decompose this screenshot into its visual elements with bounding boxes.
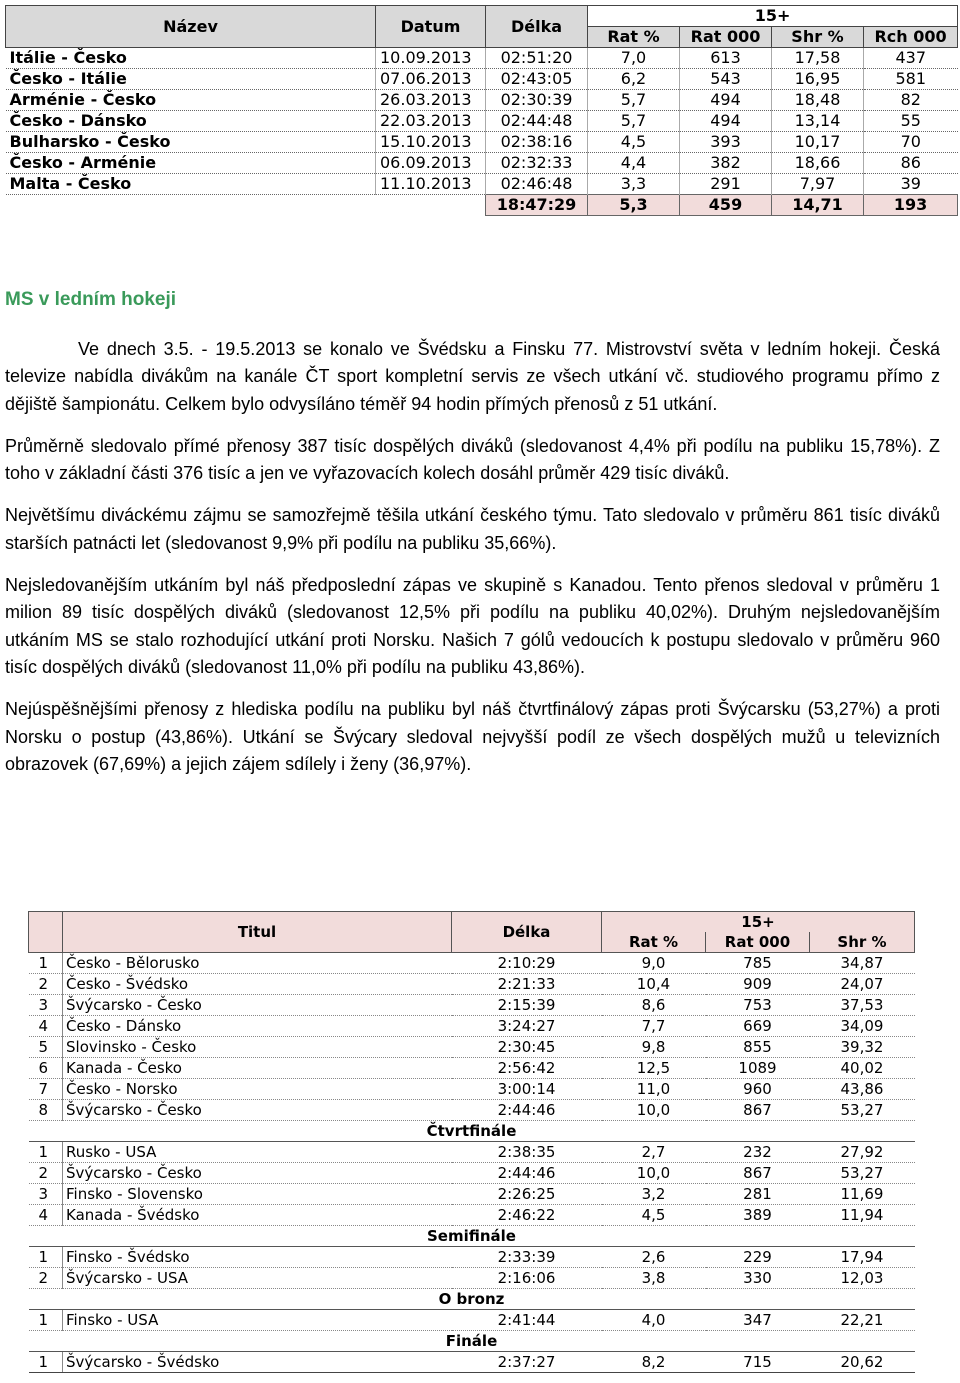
match-length: 02:32:33 xyxy=(486,153,588,174)
rat-pct-value: 2,6 xyxy=(602,1247,706,1268)
match-length: 2:21:33 xyxy=(452,974,602,995)
rat-pct-value: 9,8 xyxy=(602,1037,706,1058)
summary-rat-000: 459 xyxy=(680,195,772,216)
rat-pct-value: 3,3 xyxy=(588,174,680,195)
header-group-15plus: 15+ xyxy=(602,912,915,933)
rat-000-value: 330 xyxy=(706,1268,810,1289)
match-date: 06.09.2013 xyxy=(376,153,486,174)
section-label: Semifinále xyxy=(29,1226,915,1247)
match-title: Česko - Dánsko xyxy=(63,1016,452,1037)
match-length: 02:30:39 xyxy=(486,90,588,111)
header-title: Titul xyxy=(63,912,452,953)
article-paragraph: Největšímu diváckému zájmu se samozřejmě těšila utkání českého týmu. Tato sledovalo v průměru 861 tisíc diváků starších patnácti let (sledovanost 9,9% při podílu na publiku 35,66%). xyxy=(5,505,940,553)
row-index: 7 xyxy=(29,1079,63,1100)
shr-pct-value: 17,94 xyxy=(810,1247,915,1268)
rat-000-value: 543 xyxy=(680,69,772,90)
table-row xyxy=(29,953,915,974)
match-length: 2:56:42 xyxy=(452,1058,602,1079)
row-index: 1 xyxy=(29,1142,63,1163)
rch-000-value: 70 xyxy=(864,132,958,153)
article-paragraph: Nejsledovanějším utkáním byl náš předposlední zápas ve skupině s Kanadou. Tento přenos sledoval v průměru 1 milion 89 tisíc dospělých diváků (sledovanost 12,5% při podílu na publiku 40,02%). Druhým nejsledovanějším utkáním MS se stalo rozhodující utkání proti Norsku. Našich 7 gólů vedoucích k postupu sledovalo v průměru 960 tisíc dospělých diváků (sledovanost 11,0% při podílu na publiku 43,86%). xyxy=(5,575,940,677)
summary-rat-pct: 5,3 xyxy=(588,195,680,216)
header-name: Název xyxy=(6,6,376,48)
header-rat-pct: Rat % xyxy=(602,932,706,953)
match-title: Slovinsko - Česko xyxy=(63,1037,452,1058)
match-title: Švýcarsko - Švédsko xyxy=(63,1352,452,1373)
table-row xyxy=(29,1079,915,1100)
match-name: Česko - Arménie xyxy=(6,153,376,174)
shr-pct-value: 13,14 xyxy=(772,111,864,132)
match-name: Česko - Itálie xyxy=(6,69,376,90)
section-label: Čtvrtfinále xyxy=(29,1121,915,1142)
qualification-ratings-table xyxy=(5,5,958,216)
row-index: 2 xyxy=(29,1163,63,1184)
rat-000-value: 291 xyxy=(680,174,772,195)
table-row xyxy=(29,974,915,995)
rat-000-value: 494 xyxy=(680,90,772,111)
rat-000-value: 753 xyxy=(706,995,810,1016)
header-date: Datum xyxy=(376,6,486,48)
match-title: Finsko - USA xyxy=(63,1310,452,1331)
rat-000-value: 393 xyxy=(680,132,772,153)
row-index: 8 xyxy=(29,1100,63,1121)
section-row xyxy=(29,1121,915,1142)
rch-000-value: 82 xyxy=(864,90,958,111)
section-heading: MS v ledním hokeji xyxy=(5,289,177,310)
article-body xyxy=(5,336,940,793)
match-date: 22.03.2013 xyxy=(376,111,486,132)
shr-pct-value: 37,53 xyxy=(810,995,915,1016)
shr-pct-value: 24,07 xyxy=(810,974,915,995)
rch-000-value: 437 xyxy=(864,48,958,69)
match-length: 2:38:35 xyxy=(452,1142,602,1163)
match-length: 02:43:05 xyxy=(486,69,588,90)
match-title: Švýcarsko - USA xyxy=(63,1268,452,1289)
rat-pct-value: 7,7 xyxy=(602,1016,706,1037)
match-length: 2:15:39 xyxy=(452,995,602,1016)
match-length: 2:41:44 xyxy=(452,1310,602,1331)
summary-spacer xyxy=(6,195,486,216)
rat-000-value: 867 xyxy=(706,1100,810,1121)
article-paragraph: Nejúspěšnějšími přenosy z hlediska podílu na publiku byl náš čtvrtfinálový zápas proti Švýcarsku (53,27%) a proti Norsku o postup (43,86%). Utkání se Švýcary sledoval nejvyšší podíl ze všech dospělých mužů u televizních obrazovek (67,69%) a jejich zájem sdílely i ženy (36,97%). xyxy=(5,699,940,774)
row-index: 1 xyxy=(29,1247,63,1268)
header-rch-000: Rch 000 xyxy=(864,27,958,48)
table-row xyxy=(6,174,958,195)
rat-pct-value: 8,6 xyxy=(602,995,706,1016)
shr-pct-value: 18,48 xyxy=(772,90,864,111)
rat-pct-value: 7,0 xyxy=(588,48,680,69)
shr-pct-value: 11,94 xyxy=(810,1205,915,1226)
match-length: 2:46:22 xyxy=(452,1205,602,1226)
rat-pct-value: 11,0 xyxy=(602,1079,706,1100)
match-title: Finsko - Slovensko xyxy=(63,1184,452,1205)
rat-pct-value: 3,2 xyxy=(602,1184,706,1205)
match-title: Česko - Bělorusko xyxy=(63,953,452,974)
rat-pct-value: 12,5 xyxy=(602,1058,706,1079)
shr-pct-value: 11,69 xyxy=(810,1184,915,1205)
match-date: 15.10.2013 xyxy=(376,132,486,153)
row-index: 6 xyxy=(29,1058,63,1079)
header-rat-000: Rat 000 xyxy=(706,932,810,953)
match-length: 02:51:20 xyxy=(486,48,588,69)
match-title: Švýcarsko - Česko xyxy=(63,1100,452,1121)
shr-pct-value: 20,62 xyxy=(810,1352,915,1373)
rch-000-value: 86 xyxy=(864,153,958,174)
table-row xyxy=(29,1184,915,1205)
rat-000-value: 669 xyxy=(706,1016,810,1037)
rat-000-value: 382 xyxy=(680,153,772,174)
table-row xyxy=(29,1268,915,1289)
rat-000-value: 229 xyxy=(706,1247,810,1268)
match-length: 02:44:48 xyxy=(486,111,588,132)
rat-pct-value: 4,5 xyxy=(602,1205,706,1226)
row-index: 2 xyxy=(29,974,63,995)
row-index: 4 xyxy=(29,1205,63,1226)
summary-length: 18:47:29 xyxy=(486,195,588,216)
match-name: Bulharsko - Česko xyxy=(6,132,376,153)
match-date: 26.03.2013 xyxy=(376,90,486,111)
match-title: Švýcarsko - Česko xyxy=(63,995,452,1016)
match-length: 3:00:14 xyxy=(452,1079,602,1100)
row-index: 2 xyxy=(29,1268,63,1289)
shr-pct-value: 10,17 xyxy=(772,132,864,153)
table-row xyxy=(29,1247,915,1268)
rat-pct-value: 4,5 xyxy=(588,132,680,153)
shr-pct-value: 53,27 xyxy=(810,1163,915,1184)
summary-rch-000: 193 xyxy=(864,195,958,216)
row-index: 1 xyxy=(29,1310,63,1331)
match-length: 2:44:46 xyxy=(452,1163,602,1184)
summary-shr-pct: 14,71 xyxy=(772,195,864,216)
table-row xyxy=(6,90,958,111)
table-row xyxy=(29,1163,915,1184)
match-name: Arménie - Česko xyxy=(6,90,376,111)
rat-000-value: 281 xyxy=(706,1184,810,1205)
shr-pct-value: 27,92 xyxy=(810,1142,915,1163)
shr-pct-value: 12,03 xyxy=(810,1268,915,1289)
match-title: Česko - Norsko xyxy=(63,1079,452,1100)
match-date: 07.06.2013 xyxy=(376,69,486,90)
match-title: Švýcarsko - Česko xyxy=(63,1163,452,1184)
shr-pct-value: 34,09 xyxy=(810,1016,915,1037)
match-length: 02:46:48 xyxy=(486,174,588,195)
shr-pct-value: 22,21 xyxy=(810,1310,915,1331)
match-length: 2:37:27 xyxy=(452,1352,602,1373)
rch-000-value: 55 xyxy=(864,111,958,132)
section-label: Finále xyxy=(29,1331,915,1352)
row-index: 3 xyxy=(29,1184,63,1205)
table-row xyxy=(6,132,958,153)
match-name: Malta - Česko xyxy=(6,174,376,195)
table-row xyxy=(6,111,958,132)
match-title: Kanada - Švédsko xyxy=(63,1205,452,1226)
match-length: 2:44:46 xyxy=(452,1100,602,1121)
match-length: 2:30:45 xyxy=(452,1037,602,1058)
section-row xyxy=(29,1289,915,1310)
shr-pct-value: 43,86 xyxy=(810,1079,915,1100)
shr-pct-value: 18,66 xyxy=(772,153,864,174)
shr-pct-value: 34,87 xyxy=(810,953,915,974)
rat-000-value: 867 xyxy=(706,1163,810,1184)
row-index: 1 xyxy=(29,1352,63,1373)
table-row xyxy=(6,48,958,69)
header-length: Délka xyxy=(452,912,602,953)
summary-row xyxy=(6,195,958,216)
header-shr-pct: Shr % xyxy=(810,932,915,953)
shr-pct-value: 53,27 xyxy=(810,1100,915,1121)
match-title: Finsko - Švédsko xyxy=(63,1247,452,1268)
championship-ratings-table xyxy=(28,911,915,1373)
rat-pct-value: 5,7 xyxy=(588,111,680,132)
match-date: 11.10.2013 xyxy=(376,174,486,195)
rat-pct-value: 2,7 xyxy=(602,1142,706,1163)
rat-000-value: 232 xyxy=(706,1142,810,1163)
rat-000-value: 347 xyxy=(706,1310,810,1331)
rat-pct-value: 10,0 xyxy=(602,1163,706,1184)
table-row xyxy=(29,1037,915,1058)
article-paragraph: Ve dnech 3.5. - 19.5.2013 se konalo ve Švédsku a Finsku 77. Mistrovství světa v ledním hokeji. Česká televize nabídla divákům na kanále ČT sport kompletní servis ze všech utkání vč. studiového programu přímo z dějiště šampionátu. Celkem bylo odvysíláno téměř 94 hodin přímých přenosů z 51 utkání. xyxy=(5,339,940,414)
rat-pct-value: 3,8 xyxy=(602,1268,706,1289)
match-length: 2:16:06 xyxy=(452,1268,602,1289)
header-group-15plus: 15+ xyxy=(588,6,958,27)
rat-pct-value: 10,4 xyxy=(602,974,706,995)
rat-000-value: 1089 xyxy=(706,1058,810,1079)
header-rat-pct: Rat % xyxy=(588,27,680,48)
table-row xyxy=(6,153,958,174)
article-paragraph: Průměrně sledovalo přímé přenosy 387 tisíc dospělých diváků (sledovanost 4,4% při podílu na publiku 15,78%). Z toho v základní části 376 tisíc a jen ve vyřazovacích kolech dosáhl průměr 429 tisíc diváků. xyxy=(5,435,940,484)
shr-pct-value: 16,95 xyxy=(772,69,864,90)
table-row xyxy=(29,995,915,1016)
rch-000-value: 581 xyxy=(864,69,958,90)
match-length: 02:38:16 xyxy=(486,132,588,153)
rch-000-value: 39 xyxy=(864,174,958,195)
shr-pct-value: 17,58 xyxy=(772,48,864,69)
rat-pct-value: 8,2 xyxy=(602,1352,706,1373)
shr-pct-value: 39,32 xyxy=(810,1037,915,1058)
table-row xyxy=(6,69,958,90)
table-row xyxy=(29,1142,915,1163)
table-row xyxy=(29,1310,915,1331)
match-name: Itálie - Česko xyxy=(6,48,376,69)
rat-000-value: 389 xyxy=(706,1205,810,1226)
rat-pct-value: 10,0 xyxy=(602,1100,706,1121)
row-index: 3 xyxy=(29,995,63,1016)
match-length: 2:10:29 xyxy=(452,953,602,974)
match-length: 2:33:39 xyxy=(452,1247,602,1268)
table-row xyxy=(29,1352,915,1373)
section-label: O bronz xyxy=(29,1289,915,1310)
row-index: 5 xyxy=(29,1037,63,1058)
rat-pct-value: 4,4 xyxy=(588,153,680,174)
rat-pct-value: 4,0 xyxy=(602,1310,706,1331)
rat-000-value: 785 xyxy=(706,953,810,974)
table-row xyxy=(29,1205,915,1226)
match-length: 2:26:25 xyxy=(452,1184,602,1205)
table-row xyxy=(29,1058,915,1079)
match-name: Česko - Dánsko xyxy=(6,111,376,132)
rat-000-value: 855 xyxy=(706,1037,810,1058)
table-row xyxy=(29,1016,915,1037)
row-index: 4 xyxy=(29,1016,63,1037)
header-index xyxy=(29,912,63,953)
header-rat-000: Rat 000 xyxy=(680,27,772,48)
header-length: Délka xyxy=(486,6,588,48)
rat-pct-value: 9,0 xyxy=(602,953,706,974)
rat-000-value: 909 xyxy=(706,974,810,995)
rat-000-value: 494 xyxy=(680,111,772,132)
match-title: Rusko - USA xyxy=(63,1142,452,1163)
row-index: 1 xyxy=(29,953,63,974)
match-length: 3:24:27 xyxy=(452,1016,602,1037)
match-title: Kanada - Česko xyxy=(63,1058,452,1079)
section-row xyxy=(29,1226,915,1247)
section-row xyxy=(29,1331,915,1352)
rat-pct-value: 5,7 xyxy=(588,90,680,111)
shr-pct-value: 40,02 xyxy=(810,1058,915,1079)
header-shr-pct: Shr % xyxy=(772,27,864,48)
rat-000-value: 613 xyxy=(680,48,772,69)
shr-pct-value: 7,97 xyxy=(772,174,864,195)
match-title: Česko - Švédsko xyxy=(63,974,452,995)
match-date: 10.09.2013 xyxy=(376,48,486,69)
rat-pct-value: 6,2 xyxy=(588,69,680,90)
table-row xyxy=(29,1100,915,1121)
rat-000-value: 715 xyxy=(706,1352,810,1373)
rat-000-value: 960 xyxy=(706,1079,810,1100)
